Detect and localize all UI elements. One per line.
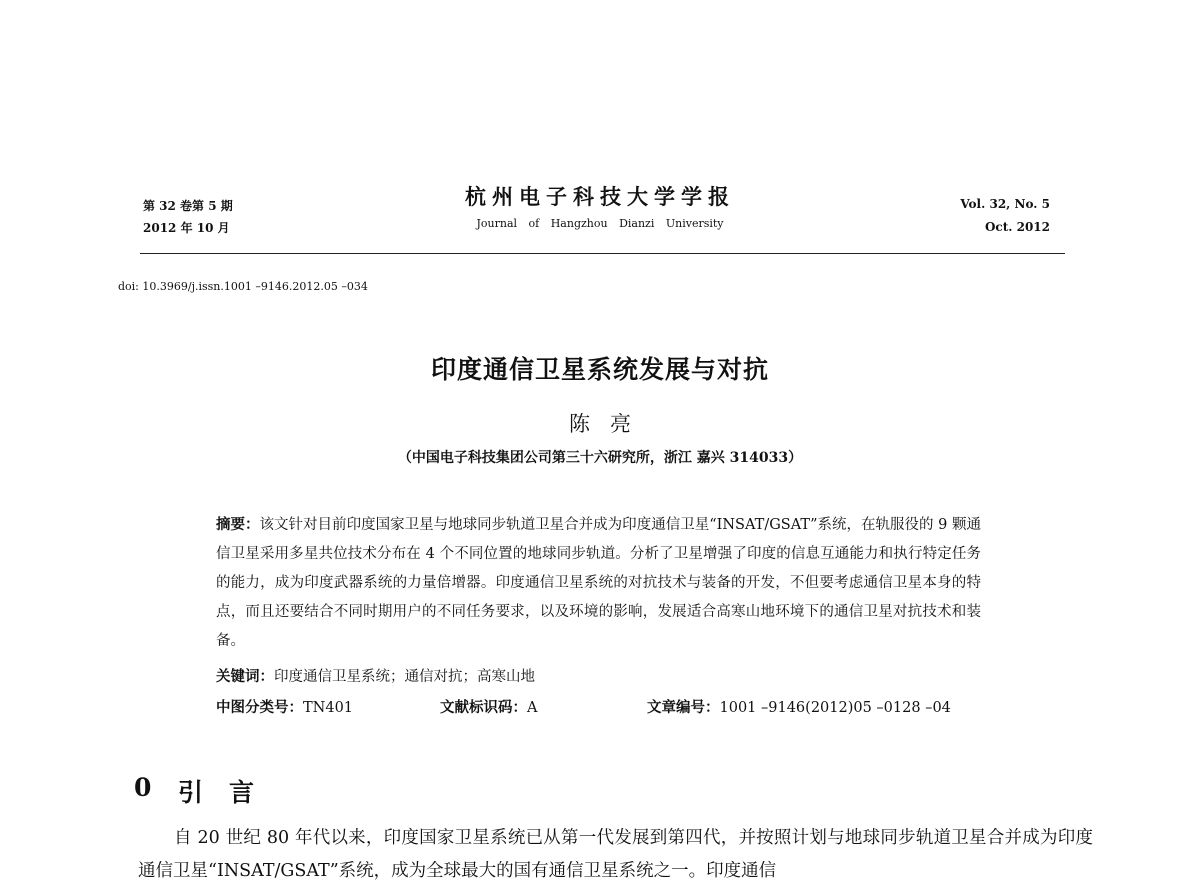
article-number-label: 文章编号： bbox=[647, 699, 720, 716]
classification-label: 中图分类号： bbox=[216, 699, 303, 716]
abstract bbox=[216, 510, 981, 656]
volume-issue-en: Vol. 32, No. 5 bbox=[960, 197, 1050, 211]
header-center bbox=[400, 182, 800, 232]
journal-name-en: Journal of Hangzhou Dianzi University bbox=[476, 217, 724, 230]
article-number-value: 1001 –9146(2012)05 –0128 –04 bbox=[719, 700, 951, 716]
header-rule bbox=[140, 253, 1065, 254]
classification-value: TN401 bbox=[303, 700, 354, 716]
date-cn: 2012 年 10 月 bbox=[143, 221, 230, 235]
article-number bbox=[647, 696, 951, 717]
journal-name-cn: 杭州电子科技大学学报 bbox=[465, 184, 735, 209]
abstract-label: 摘要： bbox=[216, 516, 260, 533]
header-right bbox=[960, 193, 1050, 239]
document-code bbox=[440, 696, 537, 717]
affiliation: （中国电子科技集团公司第三十六研究所，浙江 嘉兴 314033） bbox=[397, 450, 803, 466]
section-title: 引言 bbox=[178, 778, 281, 807]
doi: doi: 10.3969/j.issn.1001 –9146.2012.05 –034 bbox=[118, 280, 368, 293]
keywords bbox=[216, 665, 535, 686]
author: 陈亮 bbox=[569, 412, 651, 436]
section-number: 0 bbox=[134, 773, 152, 802]
abstract-text: 该文针对目前印度国家卫星与地球同步轨道卫星合并成为印度通信卫星“INSAT/GSAT”系统，在轨服役的 9 颗通信卫星采用多星共位技术分布在 4 个不同位置的地球同步轨道。分析了卫星增强了印度的信息互通能力和执行特定任务的能力，成为印度武器系统的力量倍增器。印度通信卫星系统的对抗技术与装备的开发，不但要考虑通信卫星本身的特点，而且还要结合不同时期用户的不同任务要求，以及环境的影响，发展适合高寒山地环境下的通信卫星对抗技术和装备。 bbox=[216, 517, 982, 649]
paper-title: 印度通信卫星系统发展与对抗 bbox=[430, 355, 769, 384]
classification bbox=[216, 696, 353, 717]
date-en: Oct. 2012 bbox=[984, 220, 1050, 234]
keywords-text: 印度通信卫星系统；通信对抗；高寒山地 bbox=[274, 669, 535, 685]
volume-issue-cn: 第 32 卷第 5 期 bbox=[143, 199, 233, 213]
header-left bbox=[143, 195, 233, 239]
document-code-label: 文献标识码： bbox=[440, 699, 527, 716]
document-code-value: A bbox=[527, 700, 538, 716]
keywords-label: 关键词： bbox=[216, 668, 274, 685]
body-paragraph: 自 20 世纪 80 年代以来，印度国家卫星系统已从第一代发展到第四代，并按照计划与地球同步轨道卫星合并成为印度通信卫星“INSAT/GSAT”系统，成为全球最大的国有通信卫星系统之一。印度通信 bbox=[138, 828, 1093, 881]
